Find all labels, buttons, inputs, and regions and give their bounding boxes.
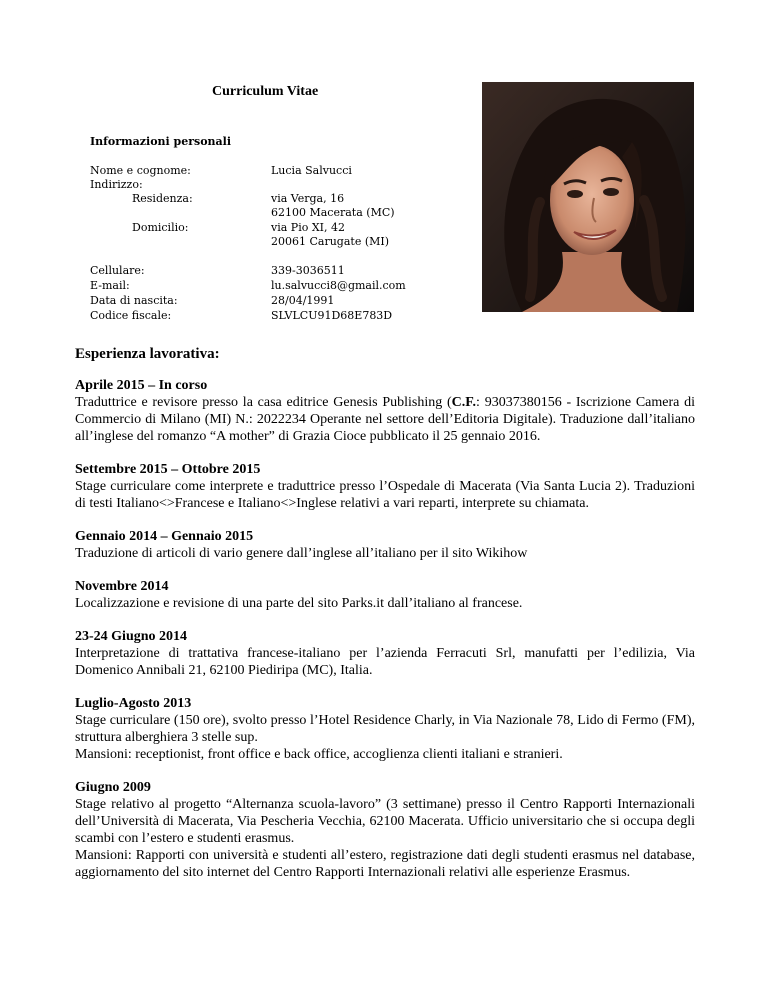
job-description: Stage curriculare (150 ore), svolto presso l’Hotel Residence Charly, in Via Nazionale 78, Lido di Fermo (FM), struttura alberghiera 3 stelle sup. Mansioni: receptionist, front office e back office, accoglienza clienti italiani e stranieri. — [75, 713, 695, 762]
label-residence: Residenza: — [132, 192, 193, 205]
job-period: Luglio-Agosto 2013 — [75, 696, 192, 711]
job-entry — [75, 461, 695, 512]
value-birthdate: 28/04/1991 — [271, 294, 335, 307]
label-email: E-mail: — [90, 279, 130, 292]
job-entry — [75, 628, 695, 679]
label-address: Indirizzo: — [90, 178, 143, 191]
label-name: Nome e cognome: — [90, 164, 191, 177]
value-residence-city: 62100 Macerata (MC) — [271, 206, 395, 219]
value-mobile: 339-3036511 — [271, 264, 345, 277]
label-domicile: Domicilio: — [132, 221, 189, 234]
job-description: Traduttrice e revisore presso la casa editrice Genesis Publishing (C.F.: 93037380156 - Iscrizione Camera di Commercio di Milano (MI) N.: 2022234 Operante nel settore dell’Editoria Digitale). Traduzione dall’italiano all’inglese del romanzo “A mother” di Grazia Cioce pubblicato il 25 gennaio 2016. — [75, 395, 696, 444]
job-entry — [75, 779, 695, 881]
value-email: lu.salvucci8@gmail.com — [271, 279, 406, 292]
job-description: Traduzione di articoli di vario genere dall’inglese all’italiano per il sito Wikihow — [75, 546, 528, 561]
job-entry — [75, 528, 695, 562]
value-tax-code: SLVLCU91D68E783D — [271, 309, 393, 322]
experience-list — [75, 377, 695, 897]
profile-photo — [482, 82, 694, 312]
value-residence-street: via Verga, 16 — [271, 192, 345, 205]
job-description: Localizzazione e revisione di una parte del sito Parks.it dall’italiano al francese. — [75, 596, 523, 611]
value-domicile-street: via Pio XI, 42 — [271, 221, 345, 234]
job-entry — [75, 578, 695, 612]
job-description: Stage curriculare come interprete e traduttrice presso l’Ospedale di Macerata (Via Santa Lucia 2). Traduzioni di testi Italiano<>Francese e Italiano<>Inglese relativi a vari reparti, interprete su chiamata. — [75, 479, 695, 511]
value-name: Lucia Salvucci — [271, 164, 352, 177]
job-period: 23-24 Giugno 2014 — [75, 629, 188, 644]
label-mobile: Cellulare: — [90, 264, 145, 277]
job-description: Interpretazione di trattativa francese-italiano per l’azienda Ferracuti Srl, manufatti per l’edilizia, Via Domenico Annibali 21, 62100 Piediripa (MC), Italia. — [75, 646, 695, 678]
label-tax-code: Codice fiscale: — [90, 309, 172, 322]
job-period: Settembre 2015 – Ottobre 2015 — [75, 462, 261, 477]
label-birthdate: Data di nascita: — [90, 294, 178, 307]
job-entry — [75, 377, 695, 445]
job-period: Gennaio 2014 – Gennaio 2015 — [75, 529, 254, 544]
job-period: Novembre 2014 — [75, 579, 169, 594]
value-domicile-city: 20061 Carugate (MI) — [271, 235, 390, 248]
document-title: Curriculum Vitae — [212, 84, 319, 99]
job-entry — [75, 695, 695, 763]
job-period: Aprile 2015 – In corso — [75, 378, 208, 393]
job-period: Giugno 2009 — [75, 780, 151, 795]
experience-heading: Esperienza lavorativa: — [75, 346, 220, 362]
job-description: Stage relativo al progetto “Alternanza scuola-lavoro” (3 settimane) presso il Centro Rapporti Internazionali dell’Università di Macerata, Via Pescheria Vecchia, 62100 Macerata. Ufficio universitario che si occupa degli scambi con l’estero e studenti erasmus. Mansioni: Rapporti con università e studenti all’estero, registrazione dati degli studenti erasmus nel database, aggiornamento del sito internet del Centro Rapporti Internazionali relativi alle esperienze Erasmus. — [75, 797, 695, 880]
personal-info-heading: Informazioni personali — [90, 135, 232, 148]
